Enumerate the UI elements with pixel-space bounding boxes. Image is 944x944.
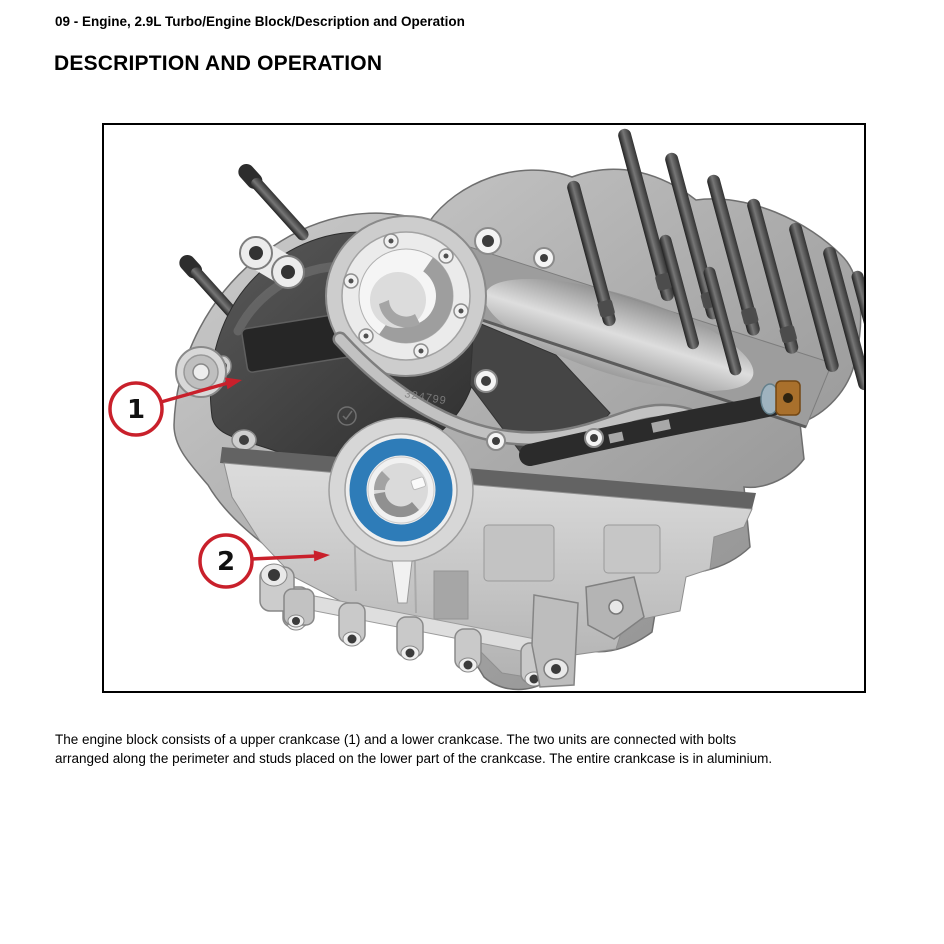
body-paragraph-line-1: The engine block consists of a upper crankcase (1) and a lower crankcase. The two units are connected with bolts [55,732,737,747]
callout-2-number: 2 [216,547,236,577]
engine-block-art [174,127,864,689]
body-paragraph-line-2: arranged along the perimeter and studs placed on the lower part of the crankcase. The entire crankcase is in aluminium. [55,751,773,766]
breadcrumb: 09 - Engine, 2.9L Turbo/Engine Block/Description and Operation [55,14,465,29]
page-title: DESCRIPTION AND OPERATION [54,52,383,75]
engine-figure-frame [102,123,866,693]
callout-1-number: 1 [126,395,146,425]
engine-block-illustration [104,125,864,691]
body-paragraph [55,730,772,768]
engraved-part-number: 324799 [403,388,448,408]
